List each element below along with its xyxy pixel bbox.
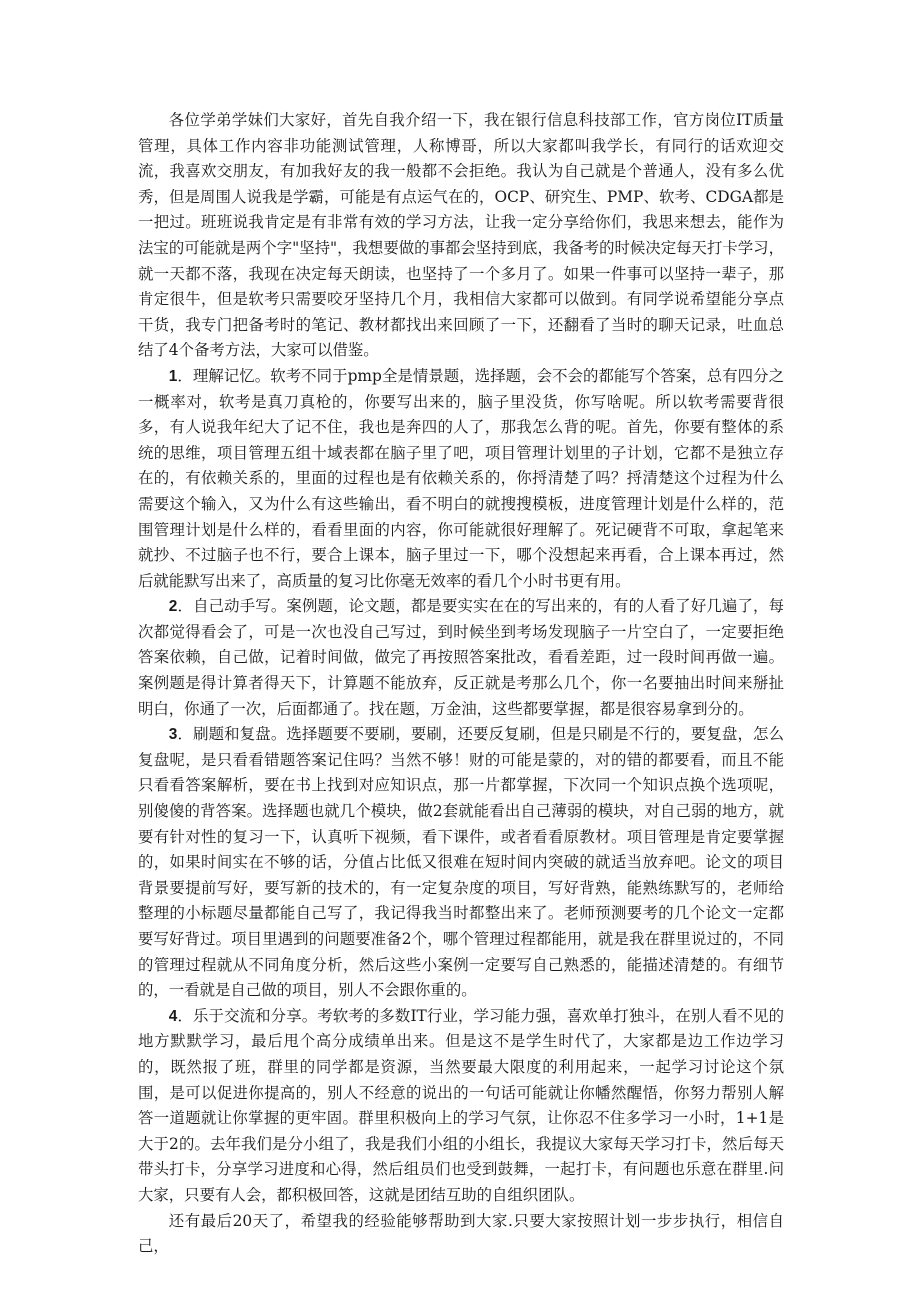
- method-3-paragraph: [138, 722, 784, 1004]
- method-4-text: ．乐于交流和分享。考软考的多数IT行业，学习能力强，喜欢单打独斗，在别人看不见的地方默默学习，最后甩个高分成绩单出来。但是这不是学生时代了，大家都是边工作边学习的，既然报了班，群里的同学都是资源，当然要最大限度的利用起来，一起学习讨论这个氛围，是可以促进你提高的，别人不经意的说出的一句话可能就让你幡然醒悟，你努力帮别人解答一道题就让你掌握的更牢固。群里积极向上的学习气氛，让你忍不住多学习一小时，1+1是大于2的。去年我们是分小组了，我是我们小组的小组长，我提议大家每天学习打卡，然后每天带头打卡，分享学习进度和心得，然后组员们也受到鼓舞，一起打卡，有问题也乐意在群里.问大家，只要有人会，都积极回答，这就是团结互助的自组织团队。: [138, 1006, 784, 1204]
- method-1-text: ．理解记忆。软考不同于pmp全是情景题，选择题，会不会的都能写个答案，总有四分之一概率对，软考是真刀真枪的，你要写出来的，脑子里没货，你写啥呢。所以软考需要背很多，有人说我年纪大了记不住，我也是奔四的人了，那我怎么背的呢。首先，你要有整体的系统的思维，项目管理五组十域表都在脑子里了吧，项目管理计划里的子计划，它都不是独立存在的，有依赖关系的，里面的过程也是有依赖关系的，你捋清楚了吗？捋清楚这个过程为什么需要这个输入，又为什么有这些输出，看不明白的就搜搜模板，进度管理计划是什么样的，范围管理计划是什么样的，看看里面的内容，你可能就很好理解了。死记硬背不可取，拿起笔来就抄、不过脑子也不行，要合上课本，脑子里过一下，哪个没想起来再看，合上课本再过，然后就能默写出来了，高质量的复习比你毫无效率的看几个小时书更有用。: [138, 366, 784, 590]
- intro-paragraph: 各位学弟学妹们大家好，首先自我介绍一下，我在银行信息科技部工作，官方岗位IT质量管理，具体工作内容非功能测试管理，人称博哥，所以大家都叫我学长，有同行的话欢迎交流，我喜欢交朋友，有加我好友的我一般都不会拒绝。我认为自己就是个普通人，没有多么优秀，但是周围人说我是学霸，可能是有点运气在的，OCP、研究生、PMP、软考、CDGA都是一把过。班班说我肯定是有非常有效的学习方法，让我一定分享给你们，我思来想去，能作为法宝的可能就是两个字"坚持"，我想要做的事都会坚持到底，我备考的时候决定每天打卡学习，就一天都不落，我现在决定每天朗读，也坚持了一个多月了。如果一件事可以坚持一辈子，那肯定很牛，但是软考只需要咬牙坚持几个月，我相信大家都可以做到。有同学说希望能分享点干货，我专门把备考时的笔记、教材都找出来回顾了一下，还翻看了当时的聊天记录，吐血总结了4个备考方法，大家可以借鉴。: [138, 111, 784, 360]
- document-body: [138, 108, 784, 1260]
- method-3-text: ．刷题和复盘。选择题要不要刷，要刷，还要反复刷，但是只刷是不行的，要复盘，怎么复盘呢，是只看看错题答案记住吗？当然不够！财的可能是蒙的，对的错的都要看，而且不能只看看答案解析，要在书上找到对应知识点，那一片都掌握，下次同一个知识点换个选项呢，别傻傻的背答案。选择题也就几个模块，做2套就能看出自己薄弱的模块，对自己弱的地方，就要有针对性的复习一下，认真听下视频，看下课件，或者看看原教材。项目管理是肯定要掌握的，如果时间实在不够的话，分值占比低又很难在短时间内突破的就适当放弃吧。论文的项目背景要提前写好，要写新的技术的，有一定复杂度的项目，写好背熟，能熟练默写的，老师给整理的小标题尽量都能自己写了，我记得我当时都整出来了。老师预测要考的几个论文一定都要写好背过。项目里遇到的问题要准备2个，哪个管理过程都能用，就是我在群里说过的，不同的管理过程就从不同角度分析，然后这些小案例一定要写自己熟悉的，能描述清楚的。有细节的，一看就是自己做的项目，别人不会跟你重的。: [138, 725, 784, 1000]
- method-4-paragraph: [138, 1004, 784, 1209]
- method-1-paragraph: [138, 364, 784, 594]
- method-4-number: 4: [168, 1007, 178, 1025]
- closing-paragraph: 还有最后20天了，希望我的经验能够帮助到大家.只要大家按照计划一步步执行，相信自己，: [138, 1211, 784, 1256]
- method-1-number: 1: [168, 367, 178, 385]
- method-3-number: 3: [168, 726, 178, 744]
- method-2-paragraph: [138, 594, 784, 722]
- method-2-text: ．自己动手写。案例题，论文题，都是要实实在在的写出来的，有的人看了好几遍了，每次都觉得看会了，可是一次也没自己写过，到时候坐到考场发现脑子一片空白了，一定要拒绝答案依赖，自己做，记着时间做，做完了再按照答案批改，看看差距，过一段时间再做一遍。案例题是得计算者得天下，计算题不能放弃，反正就是考那么几个，你一名要抽出时间来掰扯明白，你通了一次，后面都通了。找在题，万金油，这些都要掌握，都是很容易拿到分的。: [138, 597, 784, 718]
- method-2-number: 2: [168, 598, 178, 616]
